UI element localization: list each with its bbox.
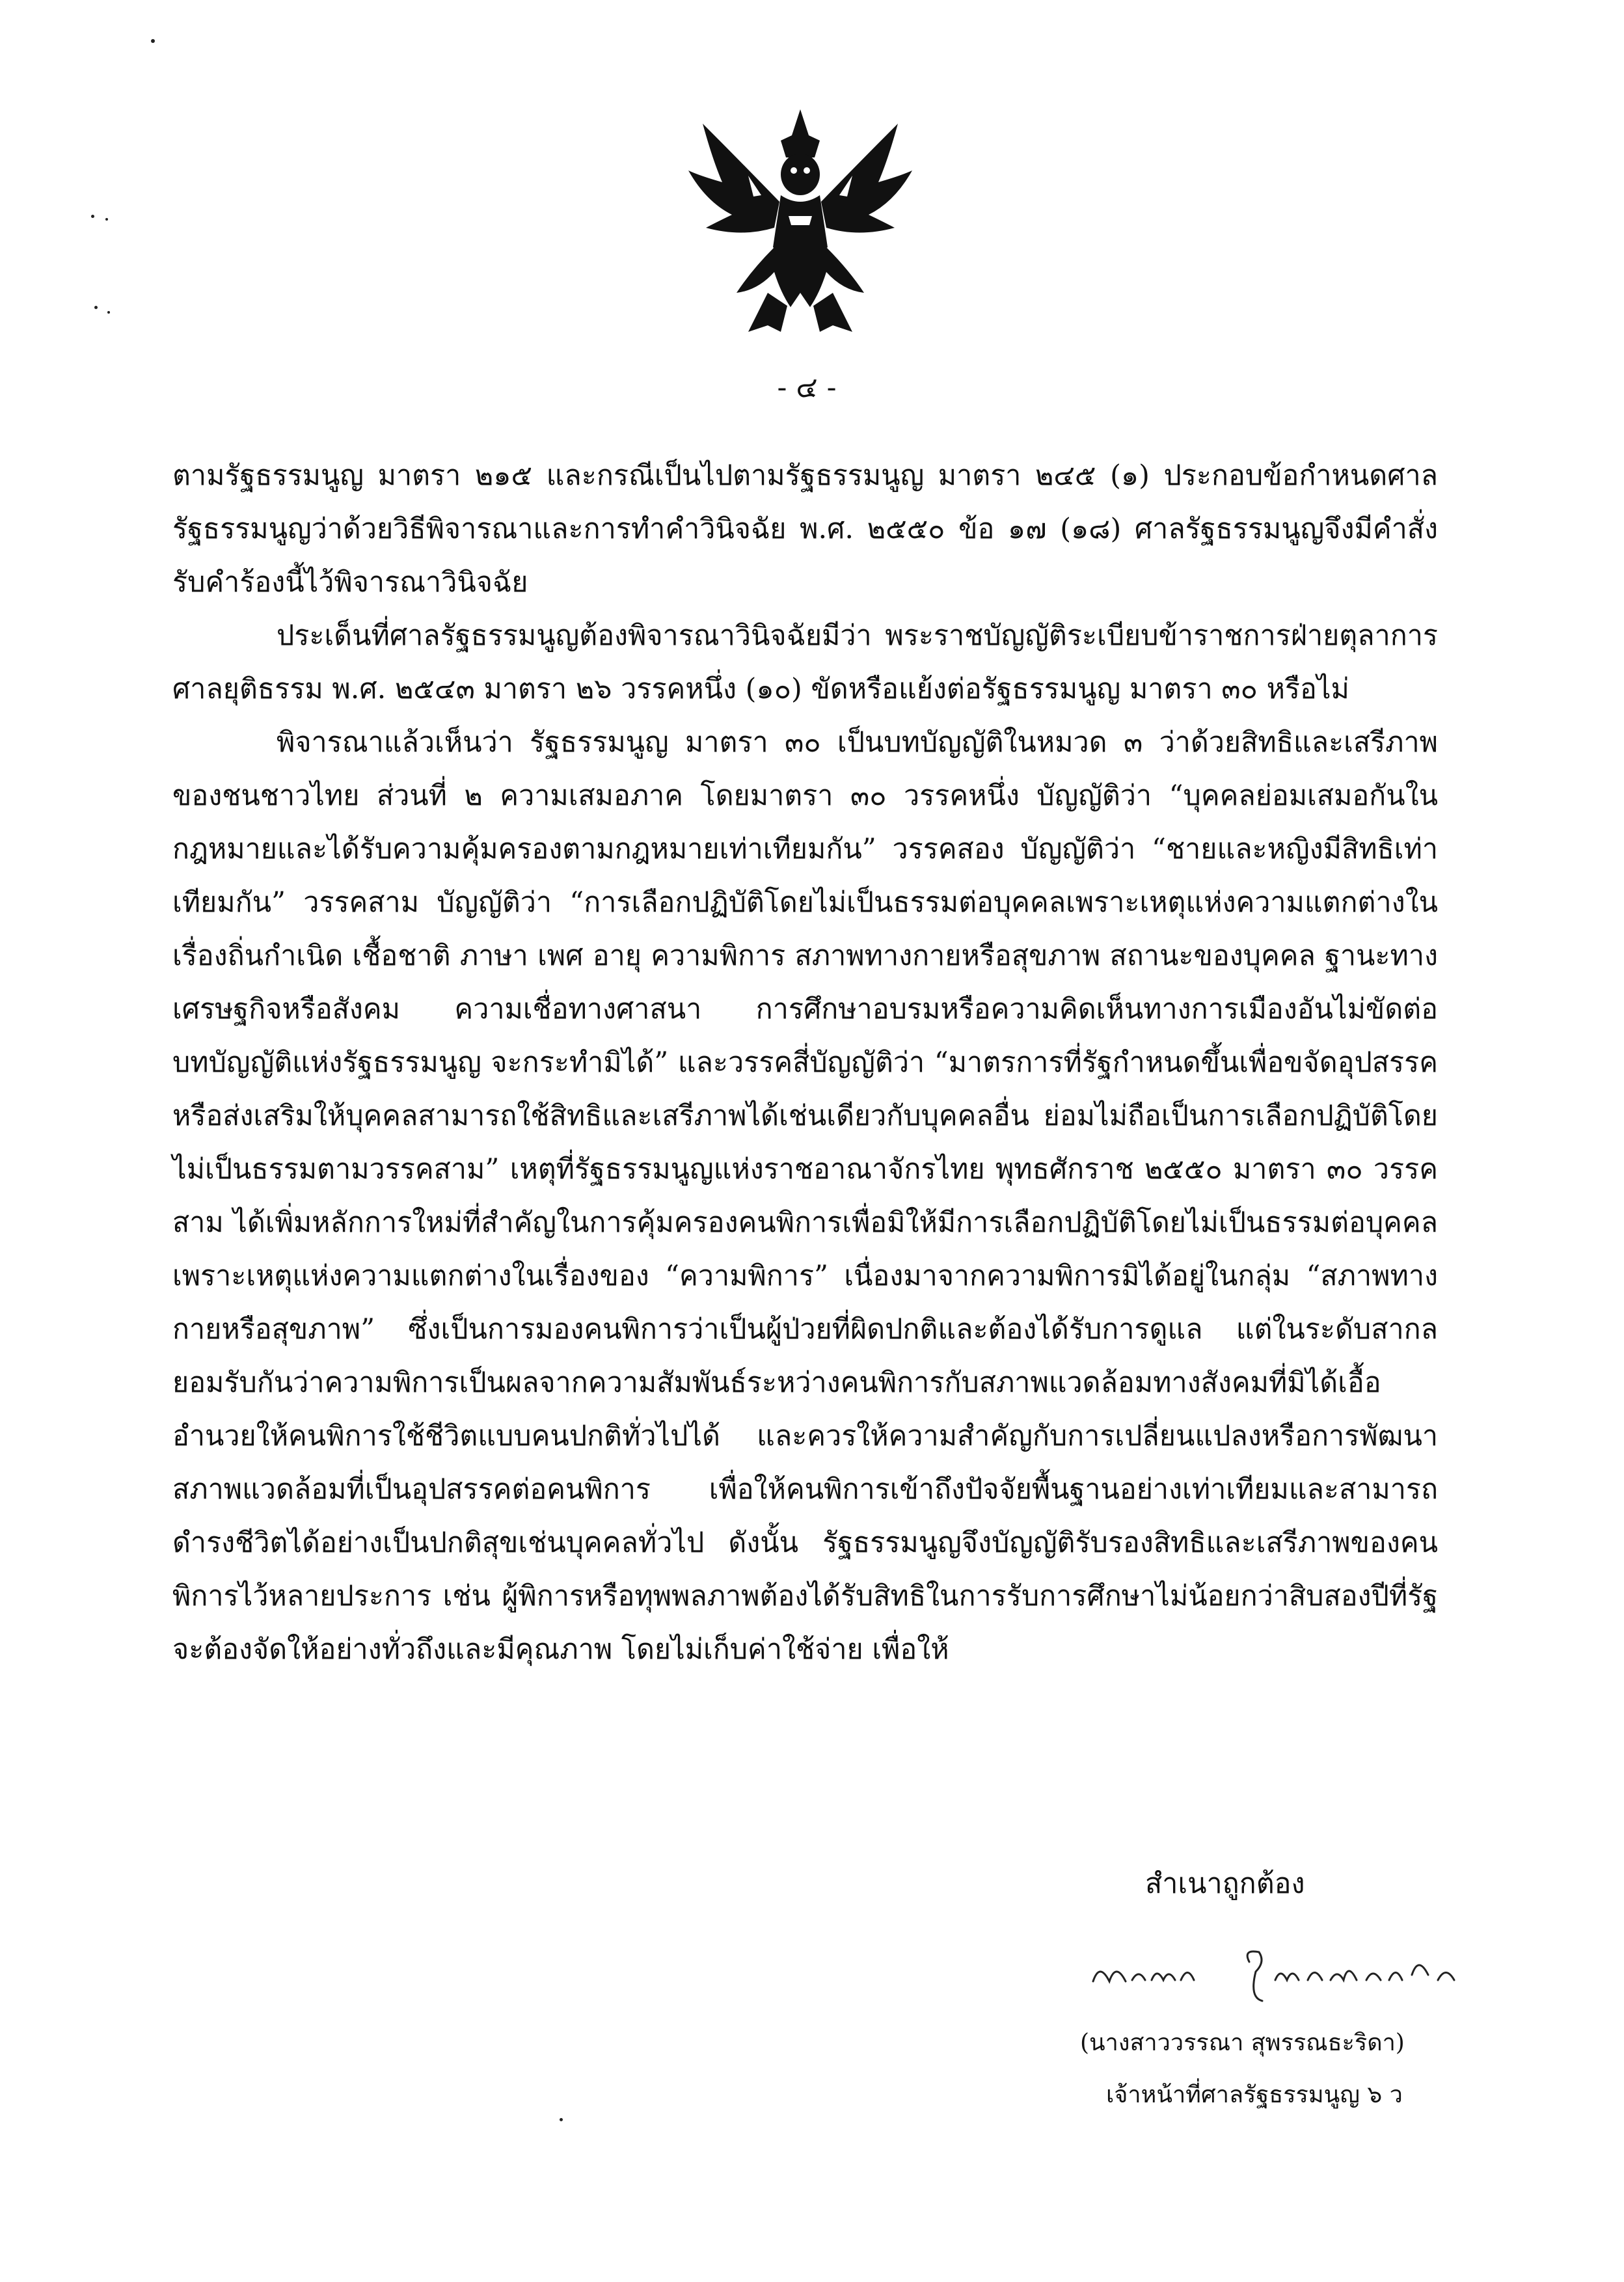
paragraph: ประเด็นที่ศาลรัฐธรรมนูญต้องพิจารณาวินิจฉัยมีว่า พระราชบัญญัติระเบียบข้าราชการฝ่ายตุลาการศาลยุติธรรม พ.ศ. ๒๕๔๓ มาตรา ๒๖ วรรคหนึ่ง (๑๐) ขัดหรือแย้งต่อรัฐธรรมนูญ มาตรา ๓๐ หรือไม่ xyxy=(172,619,1438,705)
signer-name: (นางสาววรรณา สุพรรณธะริดา) xyxy=(1080,2030,1405,2056)
paragraph: พิจารณาแล้วเห็นว่า รัฐธรรมนูญ มาตรา ๓๐ เป็นบทบัญญัติในหมวด ๓ ว่าด้วยสิทธิและเสรีภาพของชนชาวไทย ส่วนที่ ๒ ความเสมอภาค โดยมาตรา ๓๐ วรรคหนึ่ง บัญญัติว่า “บุคคลย่อมเสมอกันในกฎหมายและได้รับความคุ้มครองตามกฎหมายเท่าเทียมกัน” วรรคสอง บัญญัติว่า “ชายและหญิงมีสิทธิเท่าเทียมกัน” วรรคสาม บัญญัติว่า “การเลือกปฏิบัติโดยไม่เป็นธรรมต่อบุคคลเพราะเหตุแห่งความแตกต่างในเรื่องถิ่นกำเนิด เชื้อชาติ ภาษา เพศ อายุ ความพิการ สภาพทางกายหรือสุขภาพ สถานะของบุคคล ฐานะทางเศรษฐกิจหรือสังคม ความเชื่อทางศาสนา การศึกษาอบรมหรือความคิดเห็นทางการเมืองอันไม่ขัดต่อบทบัญญัติแห่งรัฐธรรมนูญ จะกระทำมิได้” และวรรคสี่บัญญัติว่า “มาตรการที่รัฐกำหนดขึ้นเพื่อขจัดอุปสรรคหรือส่งเสริมให้บุคคลสามารถใช้สิทธิและเสรีภาพได้เช่นเดียวกับบุคคลอื่น ย่อมไม่ถือเป็นการเลือกปฏิบัติโดยไม่เป็นธรรมตามวรรคสาม” เหตุที่รัฐธรรมนูญแห่งราชอาณาจักรไทย พุทธศักราช ๒๕๕๐ มาตรา ๓๐ วรรคสาม ได้เพิ่มหลักการใหม่ที่สำคัญในการคุ้มครองคนพิการเพื่อมิให้มีการเลือกปฏิบัติโดยไม่เป็นธรรมต่อบุคคลเพราะเหตุแห่งความแตกต่างในเรื่องของ “ความพิการ” เนื่องมาจากความพิการมิได้อยู่ในกลุ่ม “สภาพทางกายหรือสุขภาพ” ซึ่งเป็นการมองคนพิการว่าเป็นผู้ป่วยที่ผิดปกติและต้องได้รับการดูแล แต่ในระดับสากลยอมรับกันว่าความพิการเป็นผลจากความสัมพันธ์ระหว่างคนพิการกับสภาพแวดล้อมทางสังคมที่มิได้เอื้ออำนวยให้คนพิการใช้ชีวิตแบบคนปกติทั่วไปได้ และควรให้ความสำคัญกับการเปลี่ยนแปลงหรือการพัฒนาสภาพแวดล้อมที่เป็นอุปสรรคต่อคนพิการ เพื่อให้คนพิการเข้าถึงปัจจัยพื้นฐานอย่างเท่าเทียมและสามารถดำรงชีวิตได้อย่างเป็นปกติสุขเช่นบุคคลทั่วไป ดังนั้น รัฐธรรมนูญจึงบัญญัติรับรองสิทธิและเสรีภาพของคนพิการไว้หลายประการ เช่น ผู้พิการหรือทุพพลภาพต้องได้รับสิทธิในการรับการศึกษาไม่น้อยกว่าสิบสองปีที่รัฐจะต้องจัดให้อย่างทั่วถึงและมีคุณภาพ โดยไม่เก็บค่าใช้จ่าย เพื่อให้ xyxy=(172,726,1438,1666)
scan-speck xyxy=(105,218,108,221)
scan-speck xyxy=(107,311,110,314)
document-body xyxy=(172,449,1438,1676)
handwritten-signature xyxy=(1080,1936,1503,2007)
signer-title: เจ้าหน้าที่ศาลรัฐธรรมนูญ ๖ ว xyxy=(1106,2082,1403,2108)
certification-text: สำเนาถูกต้อง xyxy=(1145,1868,1305,1900)
garuda-emblem-icon xyxy=(677,98,924,345)
paragraph: ตามรัฐธรรมนูญ มาตรา ๒๑๕ และกรณีเป็นไปตามรัฐธรรมนูญ มาตรา ๒๔๕ (๑) ประกอบข้อกำหนดศาลรัฐธรรมนูญว่าด้วยวิธีพิจารณาและการทำคำวินิจฉัย พ.ศ. ๒๕๕๐ ข้อ ๑๗ (๑๘) ศาลรัฐธรรมนูญจึงมีคำสั่งรับคำร้องนี้ไว้พิจารณาวินิจฉัย xyxy=(172,459,1438,599)
scan-speck xyxy=(560,2118,563,2121)
scan-speck xyxy=(151,39,155,43)
scan-speck xyxy=(94,306,98,309)
scan-speck xyxy=(91,215,94,218)
page-number: - ๔ - xyxy=(777,371,837,404)
